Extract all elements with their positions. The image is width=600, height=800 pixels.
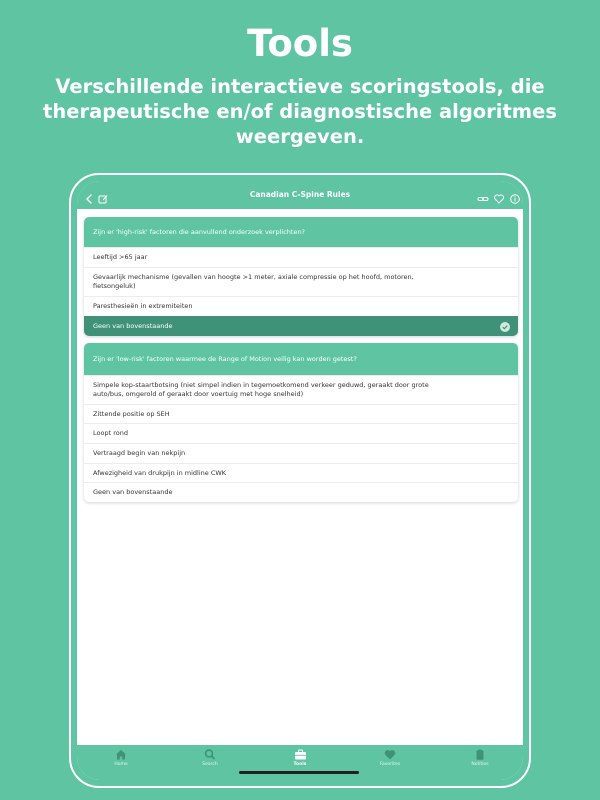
answer-label: Leeftijd >65 jaar — [93, 253, 148, 261]
page-title: Canadian C-Spine Rules — [249, 190, 351, 199]
answer-label: Simpele kop-staartbotsing (niet simpel indien in tegemoetkomend verkeer geduwd, geraakt door grote auto/bus, omgerold of geraakt door voertuig met hoge snelheid) — [93, 381, 429, 398]
clipboard-icon — [474, 749, 486, 760]
tab-tools[interactable] — [275, 749, 325, 767]
answer-option[interactable] — [84, 482, 518, 502]
tab-label: Tools — [293, 762, 307, 767]
answer-option[interactable] — [84, 247, 518, 267]
question-card — [84, 217, 518, 336]
answer-option[interactable] — [84, 423, 518, 443]
question-card — [84, 343, 518, 502]
heart-icon — [384, 749, 396, 760]
info-icon[interactable] — [509, 190, 521, 202]
tab-bar — [77, 745, 523, 780]
tab-search[interactable] — [185, 749, 235, 767]
question-header: Zijn er 'high-risk' factoren die aanvullend onderzoek verplichten? — [84, 217, 518, 247]
answer-option-selected[interactable] — [84, 316, 518, 336]
tab-favorites[interactable] — [365, 749, 415, 767]
answer-option[interactable] — [84, 296, 518, 316]
answer-label: Gevaarlijk mechanisme (gevallen van hoogte >1 meter, axiale compressie op het hoofd, motoren, fietsongeluk) — [93, 273, 414, 290]
home-indicator[interactable] — [239, 771, 359, 774]
tab-label: Search — [202, 762, 218, 767]
answer-label: Zittende positie op SEH — [93, 409, 170, 418]
tab-notities[interactable] — [455, 749, 505, 767]
answer-option[interactable] — [84, 267, 518, 296]
answer-option[interactable] — [84, 463, 518, 482]
navigation-bar — [77, 181, 523, 209]
tab-label: Home — [114, 762, 128, 767]
answer-label: Geen van bovenstaande — [93, 488, 173, 496]
tab-label: Favorites — [379, 762, 401, 767]
heart-icon[interactable] — [493, 190, 505, 202]
content-area — [77, 209, 523, 745]
home-icon — [115, 749, 127, 760]
app-screen — [77, 181, 523, 780]
tablet-frame — [69, 173, 531, 788]
answer-label: Geen van bovenstaande — [93, 322, 173, 330]
checkmark-icon — [500, 322, 510, 332]
question-header: Zijn er 'low-risk' factoren waarmee de Range of Motion veilig kan worden getest? — [84, 343, 518, 375]
answer-label: Paresthesieën in extremiteiten — [93, 302, 193, 310]
tab-label: Notities — [471, 762, 489, 767]
promo-subtitle: Verschillende interactieve scoringstools, die therapeutische en/of diagnostische algoritmes weergeven. — [43, 75, 557, 148]
toolbox-icon — [294, 749, 307, 760]
answer-option[interactable] — [84, 443, 518, 463]
promo-title: Tools — [247, 22, 353, 65]
answer-option[interactable] — [84, 375, 518, 404]
answer-option[interactable] — [84, 404, 518, 423]
link-icon[interactable] — [477, 190, 489, 202]
answer-label: Vertraagd begin van nekpijn — [93, 449, 186, 457]
tab-home[interactable] — [96, 749, 146, 767]
answer-label: Afwezigheid van drukpijn in midline CWK — [93, 468, 227, 477]
search-icon — [204, 749, 216, 760]
answer-label: Loopt rond — [93, 429, 128, 437]
